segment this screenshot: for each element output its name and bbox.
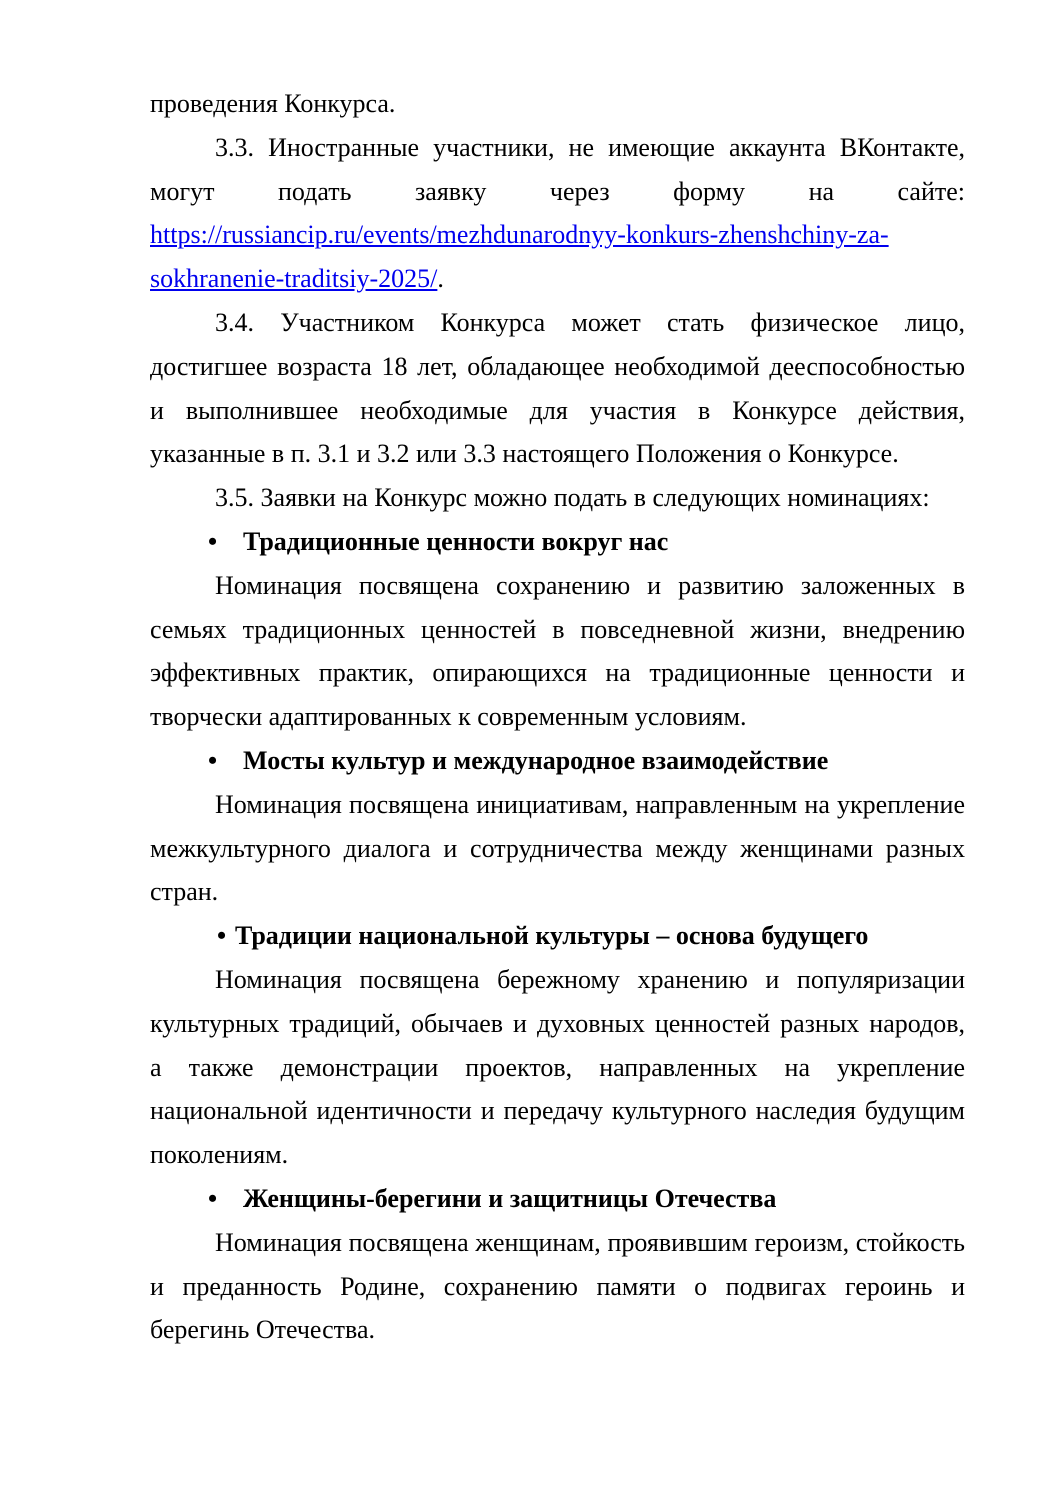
nomination-bullet-item [208,1177,965,1221]
paragraph-text: 3.3. Иностранные участники, не имеющие аккаунта ВКонтакте, могут подать заявку через форму на сайте: [150,132,965,206]
paragraph: Номинация посвящена женщинам, проявившим героизм, стойкость и преданность Родине, сохранению памяти о подвигах героинь и берегинь Отечества. [150,1227,965,1345]
nomination-title: Мосты культур и международное взаимодействие [243,745,829,775]
contest-url-link[interactable]: https://russiancip.ru/events/mezhdunarodnyy-konkurs-zhenshchiny-za-sokhranenie-traditsiy-2025/ [150,220,889,294]
paragraph: Номинация посвящена бережному хранению и популяризации культурных традиций, обычаев и духовных ценностей разных народов, а также демонстрации проектов, направленных на укрепление национальной идентичности и передачу культурного наследия будущим поколениям. [150,964,965,1170]
document-body [150,82,965,1352]
nomination-title: Традиции национальной культуры – основа будущего [235,921,869,951]
paragraph: 3.4. Участником Конкурса может стать физическое лицо, достигшее возраста 18 лет, обладающее необходимой дееспособностью и выполнившее необходимые для участия в Конкурсе действия, указанные в п. 3.1 и 3.2 или 3.3 настоящего Положения о Конкурсе. [150,307,965,469]
bullet-icon: • [208,526,218,556]
nomination-title: Традиционные ценности вокруг нас [243,526,669,556]
paragraph: 3.5. Заявки на Конкурс можно подать в следующих номинациях: [215,483,930,513]
bullet-icon: • [208,1183,218,1213]
paragraph: Номинация посвящена инициативам, направленным на укрепление межкультурного диалога и сотрудничества между женщинами разных стран. [150,789,965,907]
bullet-icon: • [217,921,227,951]
paragraph [150,126,965,301]
bullet-icon: • [208,745,218,775]
paragraph: проведения Конкурса. [150,89,396,118]
nomination-bullet-item [217,914,965,958]
nomination-bullet-item [208,520,965,564]
nomination-bullet-item [208,739,965,783]
paragraph-text: . [437,264,444,294]
nomination-title: Женщины-берегини и защитницы Отечества [243,1183,777,1213]
paragraph: Номинация посвящена сохранению и развитию заложенных в семьях традиционных ценностей в повседневной жизни, внедрению эффективных практик, опирающихся на традиционные ценности и творчески адаптированных к современным условиям. [150,570,965,732]
